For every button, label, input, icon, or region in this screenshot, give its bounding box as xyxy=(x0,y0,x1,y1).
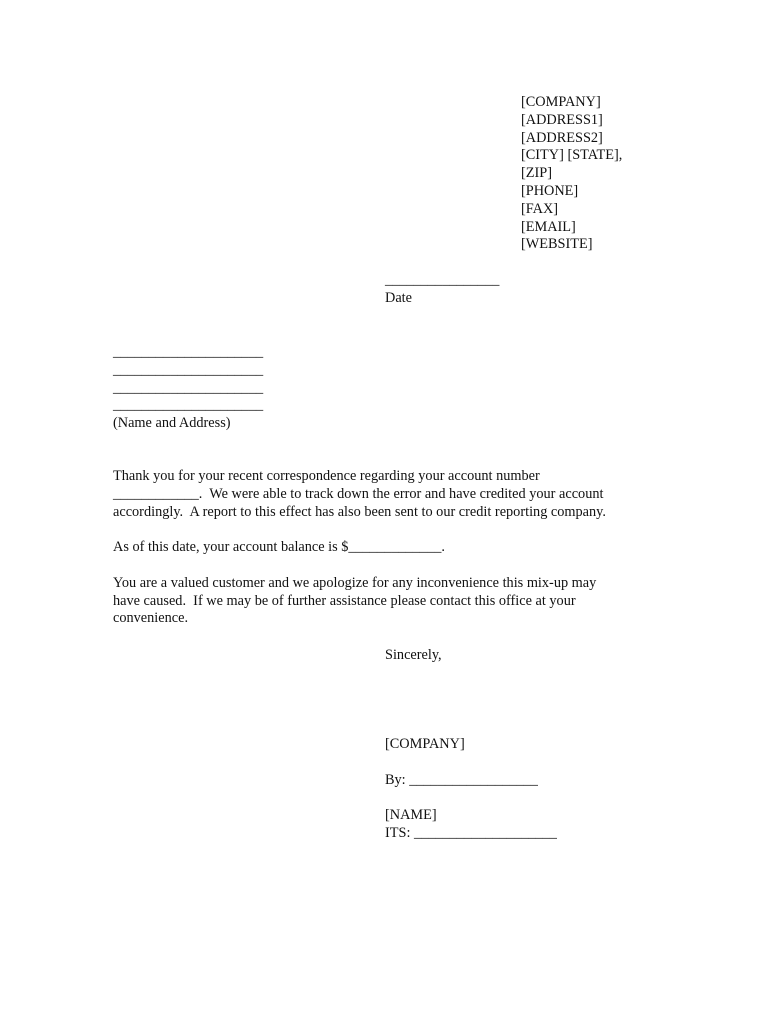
letterhead-city-state: [CITY] [STATE], xyxy=(521,147,623,164)
recipient-blank-line: _____________________ xyxy=(113,361,264,378)
signature-company xyxy=(385,736,465,754)
letterhead-zip: [ZIP] xyxy=(521,165,552,182)
date-blank: ________________ xyxy=(385,272,500,288)
signature-its: ITS: ____________________ xyxy=(385,824,557,841)
signature-company-text: [COMPANY] xyxy=(385,736,465,752)
date-label: Date xyxy=(385,289,412,306)
letterhead-phone: [PHONE] xyxy=(521,182,579,199)
by-line-text: By: __________________ xyxy=(385,772,538,788)
recipient-block xyxy=(113,344,263,433)
sincerely-text: Sincerely, xyxy=(385,647,442,663)
body-line: You are a valued customer and we apologize for any inconvenience this mix-up may xyxy=(113,574,597,591)
body-paragraph-1 xyxy=(113,468,673,521)
recipient-label: (Name and Address) xyxy=(113,415,231,432)
letterhead-address2: [ADDRESS2] xyxy=(521,129,603,146)
body-line: As of this date, your account balance is $_____________. xyxy=(113,539,445,556)
body-line: ____________. We were able to track down the error and have credited your account xyxy=(113,485,604,502)
signature-by-line xyxy=(385,772,538,790)
letterhead-website: [WEBSITE] xyxy=(521,236,593,253)
recipient-blank-line: _____________________ xyxy=(113,397,264,414)
letterhead-email: [EMAIL] xyxy=(521,218,576,235)
letterhead-company: [COMPANY] xyxy=(521,94,601,110)
letterhead xyxy=(521,94,622,254)
letter-body xyxy=(113,468,673,646)
body-line: accordingly. A report to this effect has also been sent to our credit reporting company. xyxy=(113,503,606,520)
body-line: Thank you for your recent correspondence regarding your account number xyxy=(113,468,540,484)
recipient-blank-line: _____________________ xyxy=(113,344,264,360)
date-block xyxy=(385,272,499,308)
body-paragraph-2 xyxy=(113,539,673,557)
signature-name-block xyxy=(385,807,557,843)
recipient-blank-line: _____________________ xyxy=(113,379,264,396)
signature-name: [NAME] xyxy=(385,807,437,823)
letterhead-address1: [ADDRESS1] xyxy=(521,111,603,128)
closing-salutation xyxy=(385,647,442,665)
letterhead-fax: [FAX] xyxy=(521,200,559,217)
body-paragraph-3 xyxy=(113,575,673,628)
body-line: have caused. If we may be of further assistance please contact this office at your xyxy=(113,592,576,609)
body-line: convenience. xyxy=(113,610,189,627)
